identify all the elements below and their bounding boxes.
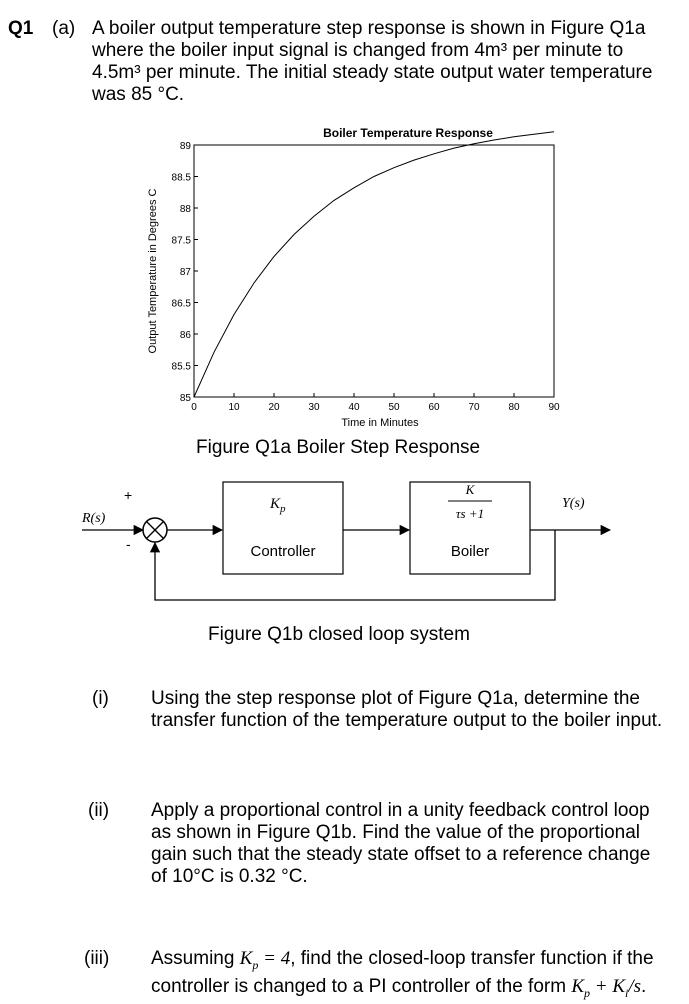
subpart-ii-line-4: of 10°C is 0.32 °C. [151,866,308,887]
plus-sign: + [124,487,133,503]
y-tick-label: 87.5 [171,235,191,247]
x-tick-label: 50 [388,402,400,413]
y-tick-label: 86 [179,330,191,341]
intro-line-1: A boiler output temperature step response is shown in Figure Q1a [92,18,646,39]
y-tick-label: 88 [179,204,191,215]
controller-block [223,482,343,574]
boiler-step-response-chart [110,120,590,440]
x-tick-label: 40 [348,402,360,413]
subpart-ii-line-3: gain such that the steady state offset to a reference change [151,844,651,865]
y-tick-label: 89 [179,141,191,152]
subpart-iii-number: (iii) [84,948,110,969]
subpart-ii-text [151,800,683,888]
subpart-ii-line-2: as shown in Figure Q1b. Find the value of the proportional [151,822,641,843]
plant-name: Boiler [450,543,490,560]
y-axis-label: Output Temperature in Degrees C [147,188,159,354]
figure-b-caption: Figure Q1b closed loop system [208,624,470,645]
x-tick-label: 20 [268,402,280,413]
y-tick-label: 85.5 [171,361,191,373]
minus-sign: - [126,536,131,552]
subpart-iii-text [151,948,683,1004]
y-tick-label: 87 [179,267,191,278]
output-label: Y(s) [562,496,585,511]
plot-frame [194,145,554,397]
x-tick-label: 0 [191,402,197,413]
subpart-ii-number: (ii) [88,800,110,821]
intro-line-2: where the boiler input signal is changed from 4m³ per minute to [92,40,624,61]
x-axis-ticks [191,393,560,413]
y-tick-label: 86.5 [171,298,191,310]
intro-line-3: 4.5m³ per minute. The initial steady state output water temperature [92,62,653,83]
y-tick-label: 88.5 [171,172,191,184]
x-tick-label: 90 [548,402,560,413]
x-tick-label: 10 [228,402,240,413]
y-tick-label: 85 [179,393,191,404]
subpart-iii-line-2: controller is changed to a PI controller of the form $K_p + K_i/s$. [151,975,647,1000]
plant-tf-numerator: K [465,482,475,497]
subpart-iii-line-1: Assuming $K_p = 4$, find the closed-loop transfer function if the [151,948,654,972]
x-tick-label: 70 [468,402,480,413]
subpart-ii-line-1: Apply a proportional control in a unity feedback control loop [151,800,650,821]
x-tick-label: 80 [508,402,520,413]
subpart-i-line-1: Using the step response plot of Figure Q1a, determine the [151,688,640,709]
question-number [8,18,33,40]
x-tick-label: 30 [308,402,320,413]
question-intro [92,18,677,106]
subpart-i-line-2: transfer function of the temperature output to the boiler input. [151,710,663,731]
figure-a-caption: Figure Q1a Boiler Step Response [196,437,481,458]
controller-tf: $K_p$ [270,496,286,515]
controller-name: Controller [250,543,316,560]
temperature-curve [194,132,554,397]
x-tick-label: 60 [428,402,440,413]
intro-line-4: was 85 °C. [92,84,185,105]
question-part: (a) [52,18,76,39]
x-axis-label: Time in Minutes [341,417,419,429]
chart-title: Boiler Temperature Response [323,126,493,140]
summing-junction [143,518,167,542]
input-label: R(s) [82,511,106,526]
subpart-i-number: (i) [92,688,109,709]
plant-tf-denominator: τs +1 [455,506,485,521]
question-label: Q1 [8,18,34,39]
closed-loop-block-diagram [70,470,630,610]
subpart-i-text [151,688,683,732]
